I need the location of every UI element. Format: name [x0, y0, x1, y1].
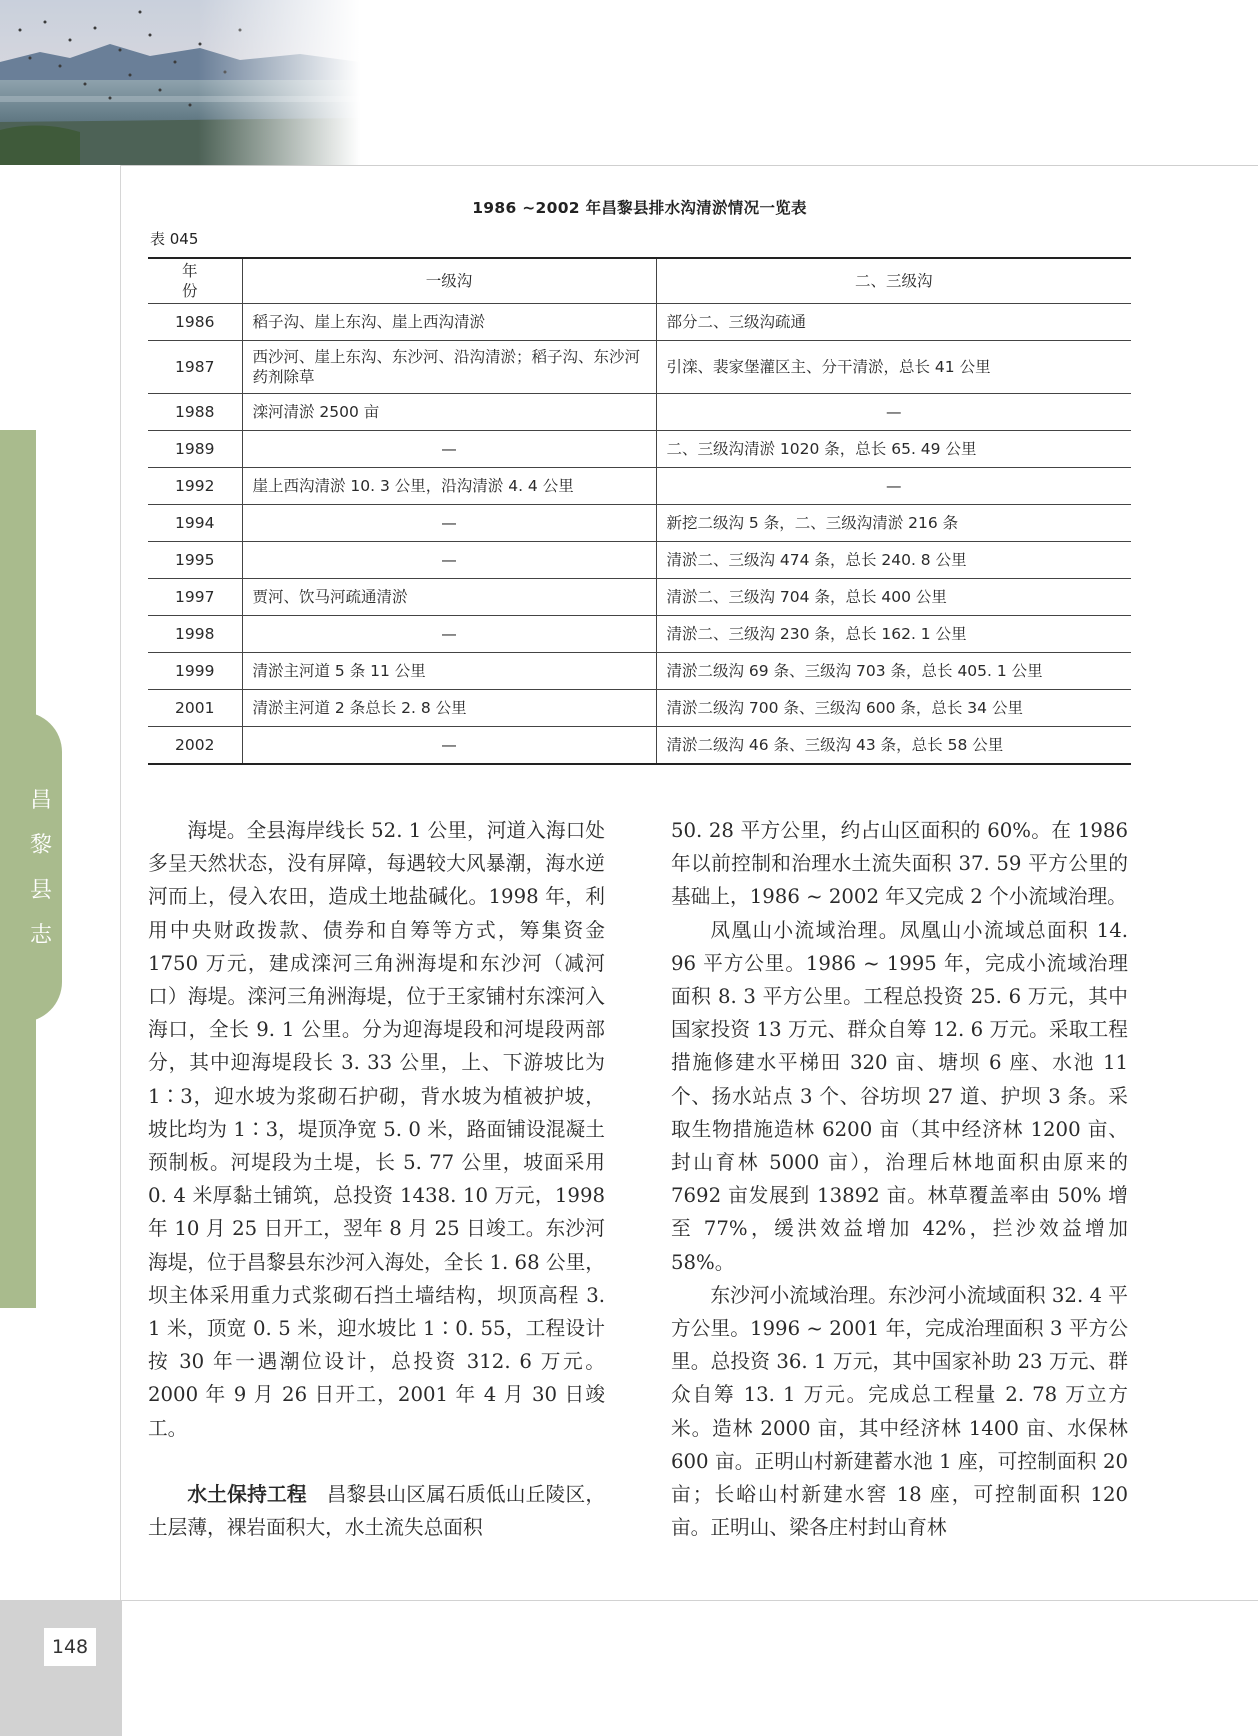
table-row — [148, 468, 1131, 505]
body-column-left — [148, 814, 605, 1544]
side-tab-char: 志 — [29, 923, 52, 948]
cell-year: 1992 — [148, 468, 242, 505]
cell-primary: — — [242, 431, 656, 468]
cell-primary: — — [242, 616, 656, 653]
cell-year: 1987 — [148, 341, 242, 394]
cell-secondary: — — [656, 468, 1131, 505]
table-row — [148, 727, 1131, 765]
paragraph-soil-conservation — [148, 1478, 605, 1544]
header-rule — [120, 165, 1258, 166]
paragraph-continuation: 50. 28 平方公里，约占山区面积的 60%。在 1986 年以前控制和治理水土流失面积 37. 59 平方公里的基础上，1986 ~ 2002 年又完成 2 个小流域治理。 — [671, 819, 1128, 909]
cell-secondary: 清淤二、三级沟 474 条，总长 240. 8 公里 — [656, 542, 1131, 579]
table-row — [148, 616, 1131, 653]
side-tab-char: 县 — [29, 878, 52, 903]
cell-year: 1988 — [148, 394, 242, 431]
cell-year: 2001 — [148, 690, 242, 727]
table-row — [148, 431, 1131, 468]
table-header-row — [148, 258, 1131, 304]
cell-secondary: 引滦、裴家堡灌区主、分干清淤，总长 41 公里 — [656, 341, 1131, 394]
cell-secondary: 清淤二级沟 700 条、三级沟 600 条，总长 34 公里 — [656, 690, 1131, 727]
table-row — [148, 579, 1131, 616]
footer-rule — [120, 1600, 1258, 1601]
side-tab-char: 黎 — [29, 833, 52, 858]
header-photo — [0, 0, 360, 165]
table-row — [148, 690, 1131, 727]
cell-primary: 贾河、饮马河疏通清淤 — [242, 579, 656, 616]
cell-year: 1989 — [148, 431, 242, 468]
cell-primary: — — [242, 505, 656, 542]
cell-secondary: 清淤二、三级沟 704 条，总长 400 公里 — [656, 579, 1131, 616]
cell-primary: 崖上西沟清淤 10. 3 公里，沿沟清淤 4. 4 公里 — [242, 468, 656, 505]
table-title: 1986 ~2002 年昌黎县排水沟清淤情况一览表 — [472, 199, 807, 217]
cell-primary: 清淤主河道 5 条 11 公里 — [242, 653, 656, 690]
cell-primary: 西沙河、崖上东沟、东沙河、沿沟清淤；稻子沟、东沙河药剂除草 — [242, 341, 656, 394]
drainage-dredging-table — [148, 257, 1131, 765]
table-row — [148, 341, 1131, 394]
side-tab-title — [26, 778, 56, 958]
paragraph-seawall: 海堤。全县海岸线长 52. 1 公里，河道入海口处多呈天然状态，没有屏障，每遇较大风暴潮，海水逆河而上，侵入农田，造成土地盐碱化。1998 年，利用中央财政拨款、债券和自筹等方式，筹集资金 1750 万元，建成滦河三角洲海堤和东沙河（减河口）海堤。滦河三角洲海堤，位于王家铺村东滦河入海口，全长 9. 1 公里。分为迎海堤段和河堤段两部分，其中迎海堤段长 3. 33 公里，上、下游坡比为 1∶3，迎水坡为浆砌石护砌，背水坡为植被护坡，坡比均为 1∶3，堤顶净宽 5. 0 米，路面铺设混凝土预制板。河堤段为土堤，长 5. 77 公里，坡面采用 0. 4 米厚黏土铺筑，总投资 1438. 10 万元，1998 年 10 月 25 日开工，翌年 8 月 25 日竣工。东沙河海堤，位于昌黎县东沙河入海处，全长 1. 68 公里，坝主体采用重力式浆砌石挡土墙结构，坝顶高程 3. 1 米，顶宽 0. 5 米，迎水坡比 1∶0. 55，工程设计按 30 年一遇潮位设计，总投资 312. 6 万元。2000 年 9 月 26 日开工，2001 年 4 月 30 日竣工。 — [148, 819, 605, 1440]
cell-secondary: — — [656, 394, 1131, 431]
header-secondary-tertiary-ditch: 二、三级沟 — [656, 258, 1131, 304]
cell-secondary: 清淤二、三级沟 230 条，总长 162. 1 公里 — [656, 616, 1131, 653]
table-row — [148, 653, 1131, 690]
paragraph-dongshahe: 东沙河小流域治理。东沙河小流域面积 32. 4 平方公里。1996 ~ 2001 年，完成治理面积 3 平方公里。总投资 36. 1 万元，其中国家补助 23 万元、群众自筹 13. 1 万元。完成总工程量 2. 78 万立方米。造林 2000 亩，其中经济林 1400 亩、水保林 600 亩。正明山村新建蓄水池 1 座，可控制面积 20 亩；长峪山村新建水窖 18 座，可控制面积 120 亩。正明山、梁各庄村封山育林 — [671, 1283, 1128, 1540]
cell-secondary: 部分二、三级沟疏通 — [656, 304, 1131, 341]
cell-year: 2002 — [148, 727, 242, 765]
cell-year: 1999 — [148, 653, 242, 690]
cell-primary: 稻子沟、崖上东沟、崖上西沟清淤 — [242, 304, 656, 341]
table-row — [148, 505, 1131, 542]
cell-year: 1995 — [148, 542, 242, 579]
page-number: 148 — [44, 1628, 96, 1666]
paragraph-soil-conservation-text: 昌黎县山区属石质低山丘陵区，土层薄，裸岩面积大，水土流失总面积 — [148, 1482, 606, 1540]
table-number: 表 045 — [150, 230, 199, 248]
cell-secondary: 二、三级沟清淤 1020 条，总长 65. 49 公里 — [656, 431, 1131, 468]
cell-year: 1997 — [148, 579, 242, 616]
cell-primary: — — [242, 727, 656, 765]
body-column-right — [671, 814, 1128, 1544]
side-tab-char: 昌 — [29, 788, 52, 813]
paragraph-fenghuangshan: 凤凰山小流域治理。凤凰山小流域总面积 14. 96 平方公里。1986 ~ 1995 年，完成小流域治理面积 8. 3 平方公里。工程总投资 25. 6 万元，其中国家投资 13 万元、群众自筹 12. 6 万元。采取工程措施修建水平梯田 320 亩、塘坝 6 座、水池 11 个、扬水站点 3 个、谷坊坝 27 道、护坝 3 条。采取生物措施造林 6200 亩（其中经济林 1200 亩、封山育林 5000 亩），治理后林地面积由原来的 7692 亩发展到 13892 亩。林草覆盖率由 50% 增至 77%，缓洪效益增加 42%，拦沙效益增加 58%。 — [671, 918, 1128, 1274]
cell-primary: 滦河清淤 2500 亩 — [242, 394, 656, 431]
cell-secondary: 清淤二级沟 46 条、三级沟 43 条，总长 58 公里 — [656, 727, 1131, 765]
table-row — [148, 304, 1131, 341]
cell-year: 1998 — [148, 616, 242, 653]
table-row — [148, 394, 1131, 431]
cell-secondary: 清淤二级沟 69 条、三级沟 703 条，总长 405. 1 公里 — [656, 653, 1131, 690]
cell-primary: 清淤主河道 2 条总长 2. 8 公里 — [242, 690, 656, 727]
cell-primary: — — [242, 542, 656, 579]
header-primary-ditch: 一级沟 — [242, 258, 656, 304]
header-year: 年 份 — [148, 258, 242, 304]
footer-band — [0, 1600, 122, 1736]
cell-secondary: 新挖二级沟 5 条，二、三级沟清淤 216 条 — [656, 505, 1131, 542]
cell-year: 1994 — [148, 505, 242, 542]
cell-year: 1986 — [148, 304, 242, 341]
left-margin-rule — [120, 165, 121, 1601]
table-row — [148, 542, 1131, 579]
section-heading-soil-conservation: 水土保持工程 — [187, 1482, 307, 1506]
